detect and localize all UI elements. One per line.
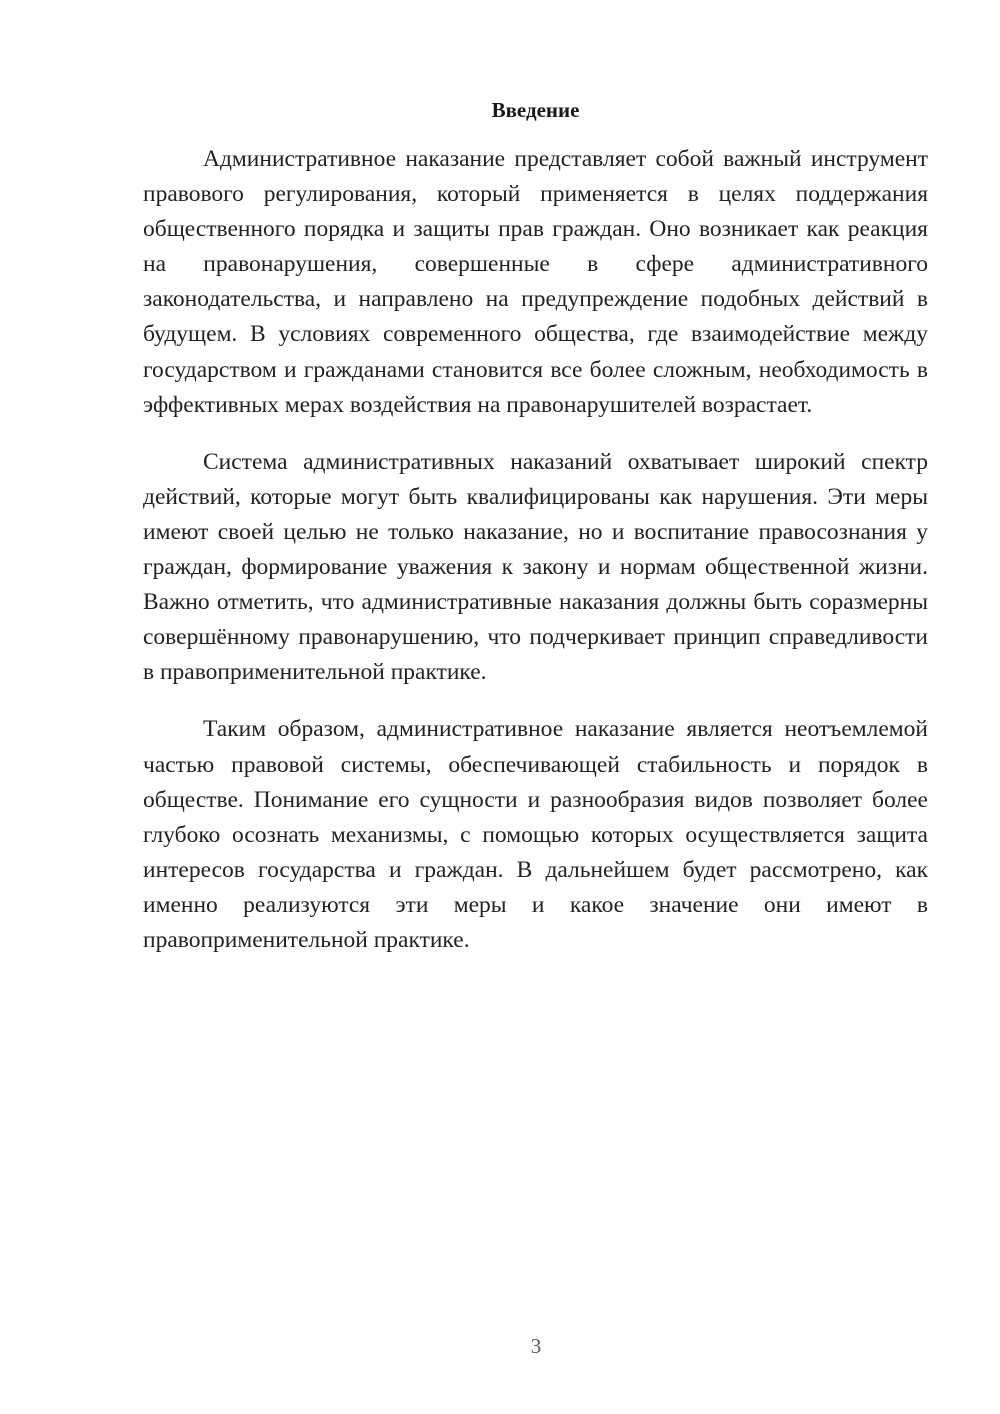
page-number: 3 xyxy=(530,1334,542,1358)
section-heading: Введение xyxy=(491,98,580,122)
body-text xyxy=(143,142,928,980)
paragraph-1: Административное наказание представляет собой важный инструмент правового регулирования, который применяется в целях поддержания общественного порядка и защиты прав граждан. Оно возникает как реакция на правонарушения, совершенные в сфере административного законодательства, и направлено на предупреждение подобных действий в будущем. В условиях современного общества, где взаимодействие между государством и гражданами становится все более сложным, необходимость в эффективных мерах воздействия на правонарушителей возрастает. xyxy=(143,146,928,418)
paragraph-2: Система административных наказаний охватывает широкий спектр действий, которые могут быть квалифицированы как нарушения. Эти меры имеют своей целью не только наказание, но и воспитание правосознания у граждан, формирование уважения к закону и нормам общественной жизни. Важно отметить, что административные наказания должны быть соразмерны совершённому правонарушению, что подчеркивает принцип справедливости в правоприменительной практике. xyxy=(143,448,928,686)
paragraph-3: Таким образом, административное наказание является неотъемлемой частью правовой системы, обеспечивающей стабильность и порядок в обществе. Понимание его сущности и разнообразия видов позволяет более глубоко осознать механизмы, с помощью которых осуществляется защита интересов государства и граждан. В дальнейшем будет рассмотрено, как именно реализуются эти меры и какое значение они имеют в правоприменительной практике. xyxy=(143,716,928,953)
